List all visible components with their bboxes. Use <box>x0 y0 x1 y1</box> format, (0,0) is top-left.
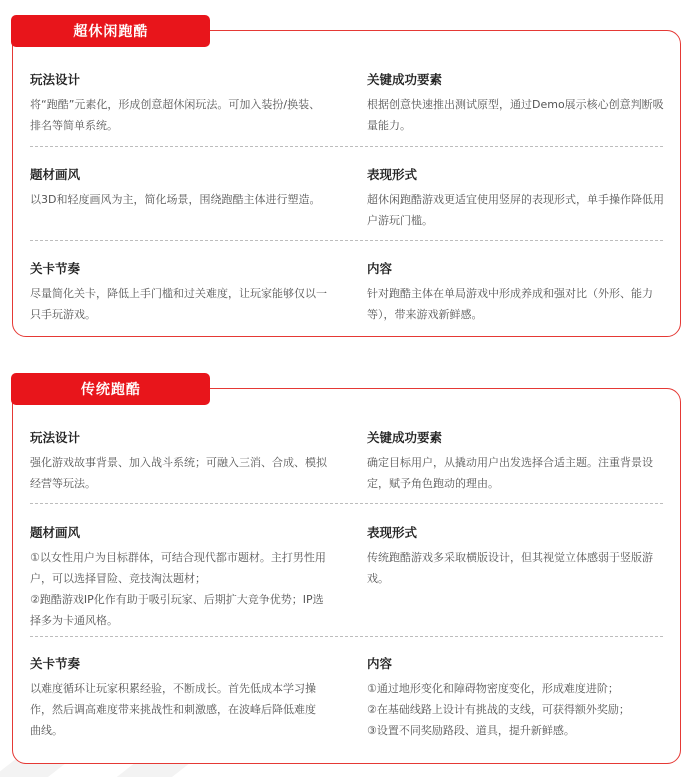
block-body: 尽量简化关卡，降低上手门槛和过关难度，让玩家能够仅以一 只手玩游戏。 <box>30 287 327 321</box>
dashed-divider <box>30 240 663 241</box>
info-block <box>30 260 330 325</box>
block-body: ①通过地形变化和障碍物密度变化，形成难度进阶； ②在基础线路上设计有挑战的支线，可获得额外奖励； ③设置不同奖励路段、道具，提升新鲜感。 <box>367 682 630 737</box>
section-title-tab: 传统跑酷 <box>11 373 210 405</box>
block-heading: 关卡节奏 <box>30 261 81 276</box>
dashed-divider <box>30 503 663 504</box>
info-block <box>30 71 330 136</box>
block-heading: 题材画风 <box>30 167 81 182</box>
info-block <box>30 429 330 494</box>
block-heading: 关键成功要素 <box>367 430 443 445</box>
block-body: 将“跑酷”元素化，形成创意超休闲玩法。可加入装扮/换装、 排名等简单系统。 <box>30 98 321 132</box>
info-block <box>367 166 665 231</box>
block-heading: 表现形式 <box>367 525 418 540</box>
block-heading: 关卡节奏 <box>30 656 81 671</box>
info-block <box>367 524 665 589</box>
info-block <box>367 260 665 325</box>
block-body: 强化游戏故事背景、加入战斗系统；可融入三消、合成、模拟 经营等玩法。 <box>30 456 327 490</box>
block-body: 以3D和轻度画风为主，简化场景，围绕跑酷主体进行塑造。 <box>30 193 321 206</box>
dashed-divider <box>30 146 663 147</box>
info-block <box>367 71 665 136</box>
block-body: 超休闲跑酷游戏更适宜使用竖屏的表现形式，单手操作降低用 户游玩门槛。 <box>367 193 664 227</box>
info-block <box>30 166 330 210</box>
block-body: 传统跑酷游戏多采取横版设计，但其视觉立体感弱于竖版游 戏。 <box>367 551 653 585</box>
info-block <box>30 524 330 631</box>
block-body: 确定目标用户，从撬动用户出发选择合适主题。注重背景设 定，赋予角色跑动的理由。 <box>367 456 653 490</box>
dashed-divider <box>30 636 663 637</box>
block-heading: 题材画风 <box>30 525 81 540</box>
block-heading: 内容 <box>367 656 393 671</box>
block-heading: 内容 <box>367 261 393 276</box>
block-body: 根据创意快速推出测试原型，通过Demo展示核心创意判断吸 量能力。 <box>367 98 664 132</box>
block-heading: 表现形式 <box>367 167 418 182</box>
section-title-tab: 超休闲跑酷 <box>11 15 210 47</box>
block-body: ①以女性用户为目标群体，可结合现代都市题材。主打男性用 户，可以选择冒险、竞技淘汰题材； ②跑酷游戏IP化作有助于吸引玩家、后期扩大竞争优势；IP选 择多为卡通风格。 <box>30 551 326 627</box>
section-hyper-casual-parkour <box>12 24 681 337</box>
block-heading: 玩法设计 <box>30 72 81 87</box>
block-body: 针对跑酷主体在单局游戏中形成养成和强对比（外形、能力 等），带来游戏新鲜感。 <box>367 287 653 321</box>
section-traditional-parkour <box>12 382 681 764</box>
block-body: 以难度循环让玩家积累经验，不断成长。首先低成本学习操 作，然后调高难度带来挑战性和刺激感，在波峰后降低难度 曲线。 <box>30 682 316 737</box>
info-block <box>367 429 665 494</box>
block-heading: 玩法设计 <box>30 430 81 445</box>
block-heading: 关键成功要素 <box>367 72 443 87</box>
info-block <box>30 655 330 741</box>
info-block <box>367 655 665 741</box>
